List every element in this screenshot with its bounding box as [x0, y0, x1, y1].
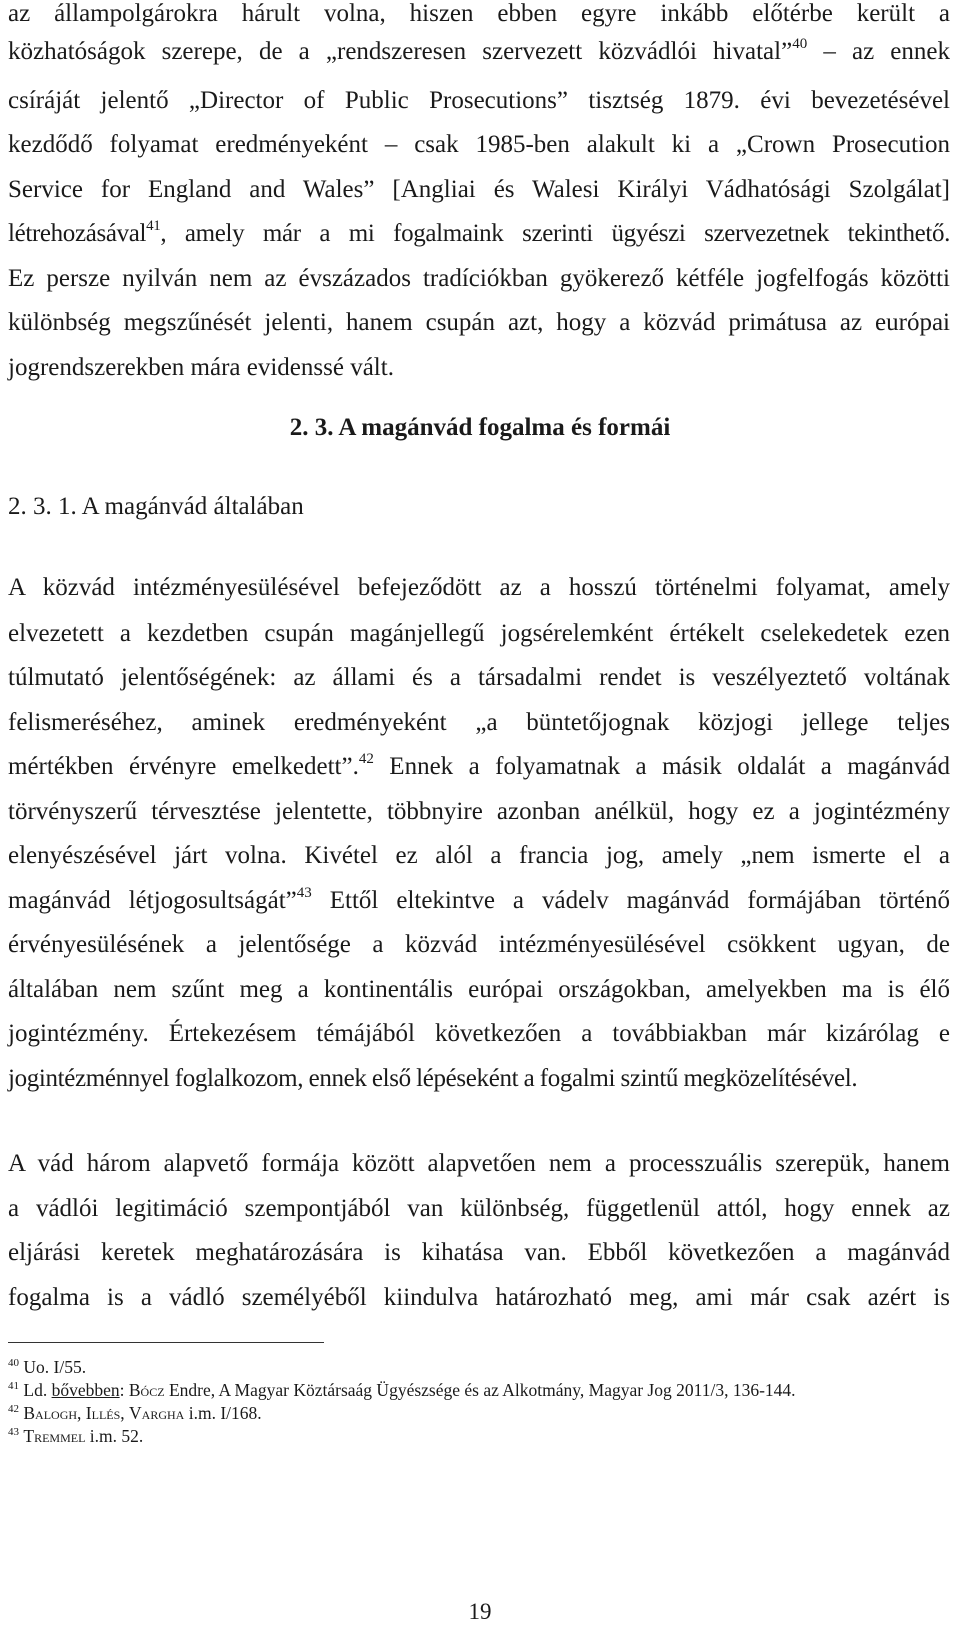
footnote-ref-40[interactable]: 40 — [792, 36, 808, 52]
text-line: Ez persze nyilván nem az évszázados tradíciókban gyökerező kétféle jogfelfogás közötti — [8, 265, 950, 292]
text-line: jogintézménnyel foglalkozom, ennek első lépéseként a fogalmi szintű megközelítésével. — [8, 1065, 858, 1092]
text-line: túlmutató jelentőségének: az állami és a társadalmi rendet is veszélyeztető voltának — [8, 664, 950, 691]
footnote-number: 41 — [8, 1380, 19, 1392]
text-line: általában nem szűnt meg a kontinentális európai országokban, amelyekben ma is élő — [8, 976, 950, 1003]
footnote-ref-42[interactable]: 42 — [358, 751, 374, 767]
text-line: A vád három alapvető formája között alapvetően nem a processzuális szerepük, hanem — [8, 1150, 950, 1177]
text-line: a vádlói legitimáció szempontjából van különbség, függetlenül attól, hogy ennek az — [8, 1195, 950, 1222]
footnote-ref-43[interactable]: 43 — [296, 885, 312, 901]
author-name: Balogh — [23, 1403, 78, 1423]
footnote-42: $^{42}$ Balogh, Illés, Vargha i.m. I/168. — [8, 1403, 262, 1423]
text-line: fogalma is a vádló személyéből kiindulva határozható meg, ami már csak azért is — [8, 1284, 950, 1311]
footnote-43: $^{43}$ Tremmel i.m. 52. — [8, 1426, 144, 1446]
footnote-41: $^{41}$ Ld. bővebben: Bócz Endre, A Magyar Köztársaág Ügyészsége és az Alkotmány, Magyar Jog 2011/3, 136-144. — [8, 1380, 796, 1400]
text-line: jogrendszerekben mára evidenssé vált. — [8, 354, 394, 381]
text-line: eljárási keretek meghatározására is kihatása van. Ebből következően a magánvád — [8, 1239, 950, 1266]
text-line: Service for England and Wales” [Angliai és Walesi Királyi Vádhatósági Szolgálat] — [8, 176, 950, 203]
text-line: közhatóságok szerepe, de a „rendszeresen szervezett közvádlói hivatal”$^{40}$ – az ennek — [8, 36, 951, 65]
footnote-40 — [8, 1356, 950, 1379]
page-number: 19 — [468, 1599, 492, 1624]
footnote-number: 42 — [8, 1403, 19, 1415]
text-line: mértékben érvényre emelkedett”.$^{42}$ Ennek a folyamatnak a másik oldalát a magánvád — [8, 751, 950, 780]
footnote-ref-41[interactable]: 41 — [146, 218, 161, 234]
text-line: felismeréséhez, aminek eredményeként „a büntetőjognak közjogi jellege teljes — [8, 709, 950, 736]
footnote-text: Uo. I/55. — [23, 1357, 87, 1377]
author-name: Bócz — [128, 1380, 165, 1400]
text-line: törvényszerű térvesztése jelentette, többnyire azonban anélkül, hogy ez a jogintézmény — [8, 798, 950, 825]
text-line: jogintézmény. Értekezésem témájából következően a továbbiakban már kizárólag e — [8, 1020, 950, 1047]
author-name: Tremmel — [23, 1426, 86, 1446]
author-name: Vargha — [129, 1403, 185, 1423]
text-line: érvényesülésének a jelentősége a közvád intézményesülésével csökkent ugyan, de — [8, 931, 950, 958]
footnote-number: 43 — [8, 1426, 19, 1438]
footnote-number: 40 — [8, 1357, 19, 1369]
section-heading: 2. 3. A magánvád fogalma és formái — [289, 414, 671, 441]
footnote-separator — [8, 1342, 324, 1343]
subsection-heading: 2. 3. 1. A magánvád általában — [8, 493, 304, 520]
text-line: létrehozásával$^{41}$, amely már a mi fogalmaink szerinti ügyészi szervezetnek tekinthető. — [8, 218, 950, 247]
text-line: magánvád létjogosultságát”$^{43}$ Ettől eltekintve a vádelv magánvád formájában történő — [8, 885, 950, 914]
footnote-list — [8, 1356, 950, 1448]
text-line: az állampolgárokra hárult volna, hiszen ebben egyre inkább előtérbe került a — [8, 0, 950, 27]
text-line: kezdődő folyamat eredményeként – csak 1985-ben alakult ki a „Crown Prosecution — [8, 131, 950, 158]
text-line: különbség megszűnését jelenti, hanem csupán azt, hogy a közvád primátusa az európai — [8, 309, 950, 336]
text-line: A közvád intézményesülésével befejeződött az a hosszú történelmi folyamat, amely — [8, 574, 950, 601]
text-line: elenyészésével járt volna. Kivétel ez alól a francia jog, amely „nem ismerte el a — [8, 842, 950, 869]
text-line: elvezetett a kezdetben csupán magánjellegű jogsérelemként értékelt cselekedetek ezen — [8, 620, 950, 647]
text-line: csíráját jelentő „Director of Public Prosecutions” tisztség 1879. évi bevezetésével — [8, 87, 950, 114]
author-name: Illés — [85, 1403, 121, 1423]
